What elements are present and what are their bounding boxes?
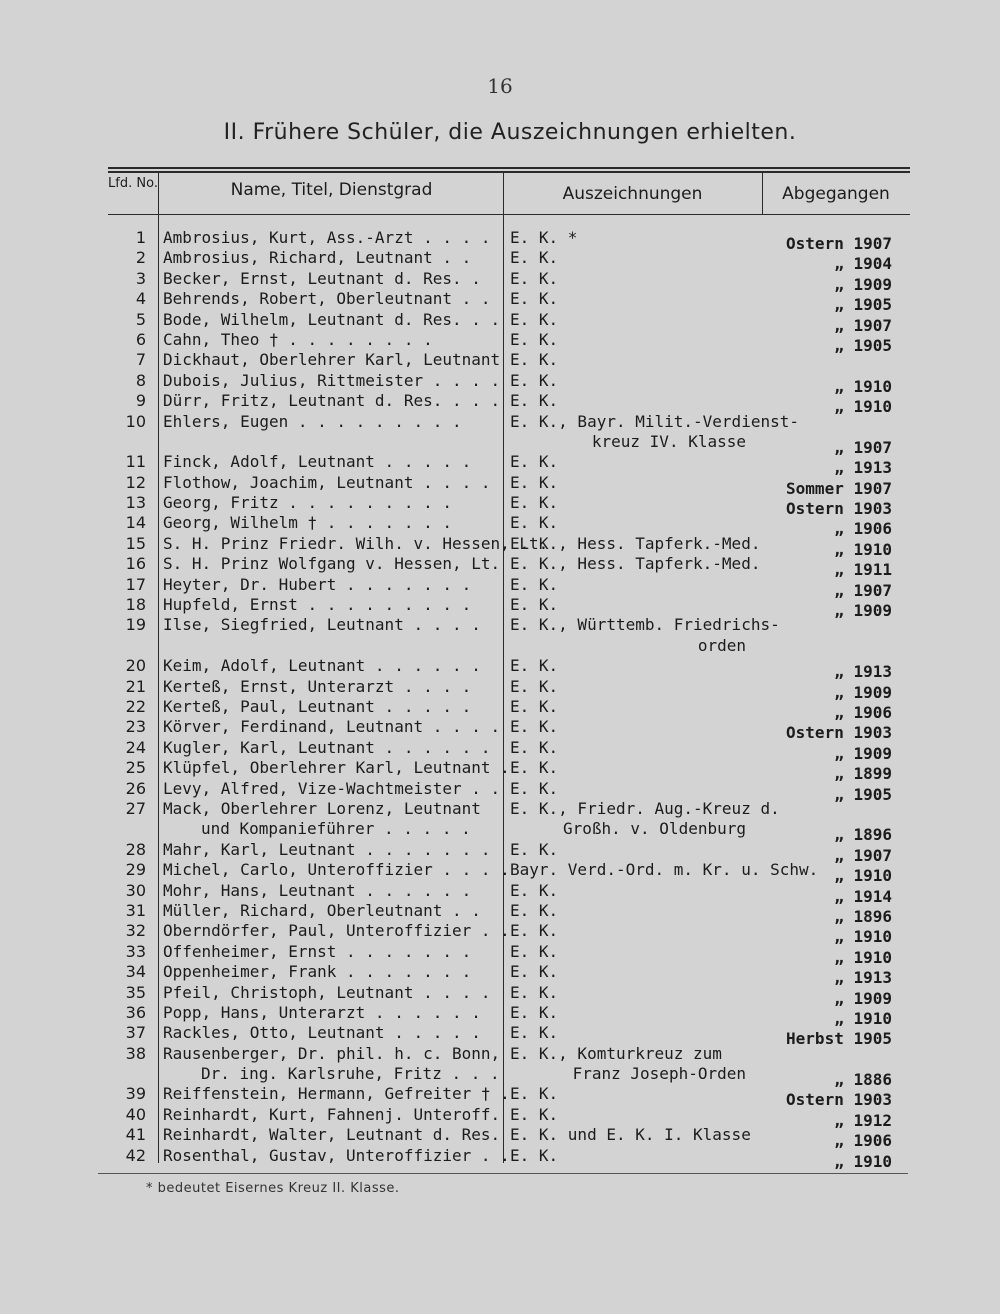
table-row [0, 717, 1000, 743]
row-departed: „ 1913 [834, 968, 892, 988]
column-header-awards: Auszeichnungen [562, 184, 703, 204]
table-row [0, 615, 1000, 656]
row-name: Mahr, Karl, Leutnant . . . . . . . [163, 839, 491, 859]
row-name: Finck, Adolf, Leutnant . . . . . [163, 452, 472, 472]
row-number: 34 [125, 962, 146, 982]
table-row [0, 697, 1000, 723]
row-name: Mohr, Hans, Leutnant . . . . . . [163, 880, 472, 900]
row-name: Offenheimer, Ernst . . . . . . . [163, 941, 472, 961]
row-number: 42 [125, 1145, 146, 1165]
row-number: 28 [125, 839, 146, 859]
page-number: 16 [487, 74, 513, 98]
row-number: 38 [125, 1043, 146, 1063]
row-departed: „ 1913 [834, 458, 892, 478]
row-departed: „ 1906 [834, 1131, 892, 1151]
row-award: E. K. [510, 350, 559, 370]
top-double-rule-1 [108, 167, 910, 169]
row-award-continued: Franz Joseph-Orden [572, 1064, 746, 1084]
row-departed: Herbst 1905 [786, 1029, 892, 1049]
row-departed: Ostern 1903 [786, 1090, 892, 1110]
table-row [0, 860, 1000, 886]
table-row [0, 1104, 1000, 1130]
row-number: 31 [125, 900, 146, 920]
row-number: 25 [125, 758, 146, 778]
row-name: Pfeil, Christoph, Leutnant . . . . [163, 982, 491, 1002]
row-number: 21 [125, 676, 146, 696]
row-number: 30 [125, 880, 146, 900]
column-divider-3 [762, 173, 763, 215]
row-departed: „ 1910 [834, 1151, 892, 1171]
row-number: 2 [135, 248, 146, 268]
row-number: 10 [125, 411, 146, 431]
row-name: Georg, Fritz . . . . . . . . . [163, 493, 452, 513]
row-award: E. K. [510, 676, 559, 696]
table-row [0, 941, 1000, 967]
row-number: 4 [135, 289, 146, 309]
row-name: Dickhaut, Oberlehrer Karl, Leutnant [163, 350, 501, 370]
row-number: 1 [135, 228, 146, 247]
row-number: 33 [125, 941, 146, 961]
row-award: E. K. [510, 656, 559, 676]
row-number: 19 [125, 615, 146, 635]
row-number: 9 [135, 391, 146, 411]
row-departed: „ 1910 [834, 947, 892, 967]
row-number: 22 [125, 697, 146, 717]
row-departed: „ 1899 [834, 764, 892, 784]
row-award: E. K. [510, 758, 559, 778]
row-award: E. K. [510, 513, 559, 533]
row-number: 39 [125, 1084, 146, 1104]
row-departed: „ 1912 [834, 1110, 892, 1130]
row-award: E. K. [510, 370, 559, 390]
section-heading: II. Frühere Schüler, die Auszeichnungen erhielten. [223, 120, 797, 145]
row-award: E. K. [510, 493, 559, 513]
row-departed: „ 1906 [834, 703, 892, 723]
row-name: Becker, Ernst, Leutnant d. Res. . [163, 268, 481, 288]
row-departed: „ 1909 [834, 743, 892, 763]
row-departed: „ 1907 [834, 437, 892, 457]
column-header-number: Lfd. No. [108, 176, 158, 191]
column-header-departed: Abgegangen [782, 184, 890, 204]
row-departed: „ 1910 [834, 539, 892, 559]
row-name: Rausenberger, Dr. phil. h. c. Bonn, [163, 1043, 501, 1063]
row-departed: Ostern 1907 [786, 234, 892, 253]
row-departed: „ 1910 [834, 866, 892, 886]
row-award: E. K. [510, 329, 559, 349]
table-row [0, 1002, 1000, 1028]
row-name: Müller, Richard, Oberleutnant . . [163, 900, 481, 920]
row-award: E. K. und E. K. I. Klasse [510, 1125, 751, 1145]
table-row [0, 370, 1000, 396]
row-number: 3 [135, 268, 146, 288]
table-row [0, 595, 1000, 621]
table-row [0, 1145, 1000, 1171]
table-row [0, 248, 1000, 274]
bottom-rule [98, 1173, 908, 1174]
row-name: Oberndörfer, Paul, Unteroffizier . . [163, 921, 510, 941]
table-row [0, 268, 1000, 294]
column-header-name: Name, Titel, Dienstgrad [230, 180, 433, 200]
row-award: E. K. [510, 595, 559, 615]
row-number: 8 [135, 370, 146, 390]
table-row [0, 228, 1000, 253]
row-award: E. K. [510, 921, 559, 941]
row-award: E. K. [510, 717, 559, 737]
row-name: Cahn, Theo † . . . . . . . . [163, 329, 433, 349]
row-departed: „ 1886 [834, 1069, 892, 1089]
row-award: E. K. [510, 982, 559, 1002]
row-name: Dubois, Julius, Rittmeister . . . . [163, 370, 501, 390]
table-row [0, 411, 1000, 457]
table-row [0, 1125, 1000, 1151]
row-name: S. H. Prinz Friedr. Wilh. v. Hessen, Lt. [163, 533, 549, 553]
table-row [0, 737, 1000, 763]
table-row [0, 533, 1000, 559]
row-departed: „ 1910 [834, 1008, 892, 1028]
row-award: E. K., Württemb. Friedrichs- [510, 615, 780, 635]
row-award: E. K. [510, 1023, 559, 1043]
row-award: E. K. [510, 1145, 559, 1165]
row-number: 37 [125, 1023, 146, 1043]
row-award: E. K. * [510, 228, 578, 247]
row-departed: „ 1909 [834, 601, 892, 621]
table-row [0, 1084, 1000, 1110]
footnote: * bedeutet Eisernes Kreuz II. Klasse. [146, 1181, 400, 1196]
row-number: 41 [125, 1125, 146, 1145]
row-departed: „ 1909 [834, 682, 892, 702]
row-departed: „ 1896 [834, 906, 892, 926]
row-number: 29 [125, 860, 146, 880]
row-number: 7 [135, 350, 146, 370]
table-row [0, 798, 1000, 844]
top-double-rule-2 [108, 171, 910, 173]
row-award: E. K. [510, 839, 559, 859]
row-award: E. K. [510, 289, 559, 309]
row-award: E. K., Hess. Tapferk.-Med. [510, 554, 761, 574]
row-name: Ambrosius, Richard, Leutnant . . [163, 248, 472, 268]
row-name: Klüpfel, Oberlehrer Karl, Leutnant . [163, 758, 510, 778]
row-number: 27 [125, 798, 146, 818]
row-number: 5 [135, 309, 146, 329]
table-row [0, 1023, 1000, 1049]
row-number: 11 [125, 452, 146, 472]
table-row [0, 982, 1000, 1008]
row-name-continued: und Kompanieführer . . . . . [201, 819, 471, 839]
row-number: 20 [125, 656, 146, 676]
table-row [0, 758, 1000, 784]
row-name: Kerteß, Paul, Leutnant . . . . . [163, 697, 472, 717]
row-award: E. K., Bayr. Milit.-Verdienst- [510, 411, 799, 431]
row-name: Hupfeld, Ernst . . . . . . . . . [163, 595, 472, 615]
row-name: Levy, Alfred, Vize-Wachtmeister . . [163, 778, 501, 798]
row-award-continued: Großh. v. Oldenburg [562, 819, 746, 839]
row-departed: Ostern 1903 [786, 499, 892, 519]
row-departed: „ 1907 [834, 315, 892, 335]
row-departed: „ 1909 [834, 274, 892, 294]
row-departed: „ 1907 [834, 845, 892, 865]
row-name-continued: Dr. ing. Karlsruhe, Fritz . . . [201, 1064, 500, 1084]
row-departed: „ 1904 [834, 254, 892, 274]
row-award: E. K. [510, 737, 559, 757]
table-row [0, 900, 1000, 926]
table-row [0, 1043, 1000, 1089]
row-number: 18 [125, 595, 146, 615]
table-row [0, 778, 1000, 804]
row-award: E. K., Komturkreuz zum [510, 1043, 722, 1063]
row-name: Flothow, Joachim, Leutnant . . . . [163, 472, 491, 492]
row-name: Reinhardt, Kurt, Fahnenj. Unteroff. [163, 1104, 501, 1124]
row-award: E. K. [510, 268, 559, 288]
row-name: Bode, Wilhelm, Leutnant d. Res. . . [163, 309, 501, 329]
row-award: E. K. [510, 1084, 559, 1104]
row-name: Oppenheimer, Frank . . . . . . . [163, 962, 472, 982]
row-departed: „ 1911 [834, 560, 892, 580]
row-award: E. K., Hess. Tapferk.-Med. [510, 533, 761, 553]
row-name: Behrends, Robert, Oberleutnant . . [163, 289, 491, 309]
row-departed: „ 1907 [834, 580, 892, 600]
table-row [0, 962, 1000, 988]
table-row [0, 676, 1000, 702]
row-name: Keim, Adolf, Leutnant . . . . . . [163, 656, 481, 676]
row-name: Körver, Ferdinand, Leutnant . . . . [163, 717, 501, 737]
row-name: Reinhardt, Walter, Leutnant d. Res. [163, 1125, 501, 1145]
row-number: 36 [125, 1002, 146, 1022]
table-row [0, 452, 1000, 478]
row-departed: „ 1914 [834, 886, 892, 906]
table-row [0, 880, 1000, 906]
row-award: E. K. [510, 697, 559, 717]
row-name: Michel, Carlo, Unteroffizier . . . . [163, 860, 510, 880]
row-award: E. K. [510, 452, 559, 472]
row-award: Bayr. Verd.-Ord. m. Kr. u. Schw. [510, 860, 819, 880]
row-number: 12 [125, 472, 146, 492]
row-award: E. K. [510, 962, 559, 982]
row-award: E. K. [510, 391, 559, 411]
row-departed: „ 1896 [834, 824, 892, 844]
row-name: Mack, Oberlehrer Lorenz, Leutnant [163, 798, 481, 818]
row-number: 16 [125, 554, 146, 574]
table-row [0, 921, 1000, 947]
row-award: E. K. [510, 574, 559, 594]
row-number: 14 [125, 513, 146, 533]
row-name: Rosenthal, Gustav, Unteroffizier . . [163, 1145, 510, 1165]
row-departed: „ 1910 [834, 397, 892, 417]
row-departed: Sommer 1907 [786, 478, 892, 498]
row-name: Rackles, Otto, Leutnant . . . . . [163, 1023, 481, 1043]
row-number: 24 [125, 737, 146, 757]
table-row [0, 391, 1000, 417]
row-departed: „ 1913 [834, 662, 892, 682]
table-row [0, 329, 1000, 355]
row-name: Popp, Hans, Unterarzt . . . . . . [163, 1002, 481, 1022]
row-departed: „ 1910 [834, 376, 892, 396]
row-name: Kugler, Karl, Leutnant . . . . . . [163, 737, 491, 757]
table-row [0, 513, 1000, 539]
row-award: E. K. [510, 880, 559, 900]
row-number: 32 [125, 921, 146, 941]
row-award: E. K. [510, 1104, 559, 1124]
row-award-continued: orden [697, 635, 746, 655]
row-number: 23 [125, 717, 146, 737]
row-name: Dürr, Fritz, Leutnant d. Res. . . . [163, 391, 501, 411]
row-departed: „ 1910 [834, 927, 892, 947]
row-award: E. K. [510, 248, 559, 268]
row-name: Kerteß, Ernst, Unterarzt . . . . [163, 676, 472, 696]
row-award: E. K., Friedr. Aug.-Kreuz d. [510, 798, 780, 818]
row-departed: „ 1909 [834, 988, 892, 1008]
row-award-continued: kreuz IV. Klasse [591, 431, 746, 451]
row-departed: „ 1905 [834, 784, 892, 804]
row-departed: „ 1905 [834, 335, 892, 355]
row-award: E. K. [510, 1002, 559, 1022]
row-number: 26 [125, 778, 146, 798]
row-award: E. K. [510, 778, 559, 798]
table-row [0, 493, 1000, 519]
row-name: Reiffenstein, Hermann, Gefreiter † . [163, 1084, 510, 1104]
table-body [0, 228, 1000, 1171]
row-award: E. K. [510, 309, 559, 329]
table-row [0, 574, 1000, 600]
row-departed: „ 1906 [834, 519, 892, 539]
row-departed: Ostern 1903 [786, 723, 892, 743]
row-number: 35 [125, 982, 146, 1002]
row-award: E. K. [510, 900, 559, 920]
table-row [0, 839, 1000, 865]
row-number: 17 [125, 574, 146, 594]
row-number: 40 [125, 1104, 146, 1124]
row-name: Heyter, Dr. Hubert . . . . . . . [163, 574, 472, 594]
table-row [0, 554, 1000, 580]
row-name: Ehlers, Eugen . . . . . . . . . [163, 411, 462, 431]
row-number: 6 [135, 329, 146, 349]
table-row [0, 472, 1000, 498]
table-row [0, 350, 1000, 370]
row-award: E. K. [510, 472, 559, 492]
header-rule [108, 214, 910, 215]
row-departed: „ 1905 [834, 295, 892, 315]
row-number: 13 [125, 493, 146, 513]
row-name: Georg, Wilhelm † . . . . . . . [163, 513, 452, 533]
table-row [0, 309, 1000, 335]
row-name: S. H. Prinz Wolfgang v. Hessen, Lt. [163, 554, 501, 574]
table-row [0, 656, 1000, 682]
row-number: 15 [125, 533, 146, 553]
row-name: Ilse, Siegfried, Leutnant . . . . [163, 615, 481, 635]
table-row [0, 289, 1000, 315]
row-name: Ambrosius, Kurt, Ass.-Arzt . . . . [163, 228, 491, 247]
row-award: E. K. [510, 941, 559, 961]
